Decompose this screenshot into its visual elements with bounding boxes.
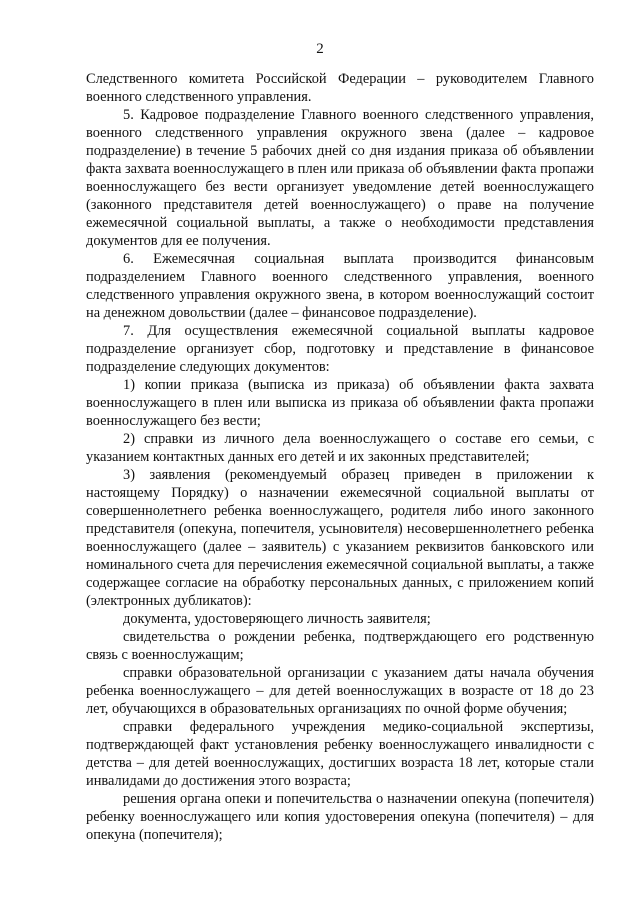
paragraph: 7. Для осуществления ежемесячной социальной выплаты кадровое подразделение организует сбор, подготовку и представление в финансовое подразделение следующих документов: (86, 323, 594, 375)
paragraph: 5. Кадровое подразделение Главного военного следственного управления, военного следственного управления окружного звена (далее – кадровое подразделение) в течение 5 рабочих дней со дня издания приказа об объявлении факта захвата военнослужащего в плен или приказа об объявлении факта пропажи военнослужащего без вести организует уведомление детей военнослужащего (законного представителя детей военнослужащего) о праве на получение ежемесячной социальной выплаты, а также о необходимости представления документов для ее получения. (86, 107, 594, 249)
sub-item: справки федерального учреждения медико-социальной экспертизы, подтверждающей факт установления ребенку военнослужащего инвалидности с детства – для детей военнослужащих, достигших возраста 18 лет, которые стали инвалидами до достижения этого возраста; (86, 719, 594, 789)
page-number: 2 (316, 41, 324, 57)
sub-item: решения органа опеки и попечительства о назначении опекуна (попечителя) ребенку военнослужащего или копия удостоверения опекуна (попечителя) – для опекуна (попечителя); (86, 791, 594, 843)
sub-item: документа, удостоверяющего личность заявителя; (123, 611, 431, 627)
sub-item: справки образовательной организации с указанием даты начала обучения ребенка военнослужащего – для детей военнослужащих в возрасте от 18 до 23 лет, обучающихся в образовательных организациях по очной форме обучения; (86, 665, 594, 717)
list-item: 1) копии приказа (выписка из приказа) об объявлении факта захвата военнослужащего в плен или выписка из приказа об объявлении факта пропажи военнослужащего без вести; (86, 377, 594, 429)
list-item: 2) справки из личного дела военнослужащего о составе его семьи, с указанием контактных данных его детей и их законных представителей; (86, 431, 594, 465)
paragraph: Следственного комитета Российской Федерации – руководителем Главного военного следственного управления. (86, 71, 594, 105)
paragraph: 6. Ежемесячная социальная выплата производится финансовым подразделением Главного военного следственного управления, военного следственного управления окружного звена, в котором военнослужащий состоит на денежном довольствии (далее – финансовое подразделение). (86, 251, 594, 321)
list-item: 3) заявления (рекомендуемый образец приведен в приложении к настоящему Порядку) о назначении ежемесячной социальной выплаты от совершеннолетнего ребенка военнослужащего, родителя либо иного законного представителя (опекуна, попечителя, усыновителя) несовершеннолетнего ребенка военнослужащего (далее – заявитель) с указанием реквизитов банковского или номинального счета для перечисления ежемесячной социальной выплаты, а также содержащее согласие на обработку персональных данных, с приложением копий (электронных дубликатов): (86, 467, 594, 609)
document-body (86, 70, 594, 844)
sub-item: свидетельства о рождении ребенка, подтверждающего его родственную связь с военнослужащим; (86, 629, 594, 663)
